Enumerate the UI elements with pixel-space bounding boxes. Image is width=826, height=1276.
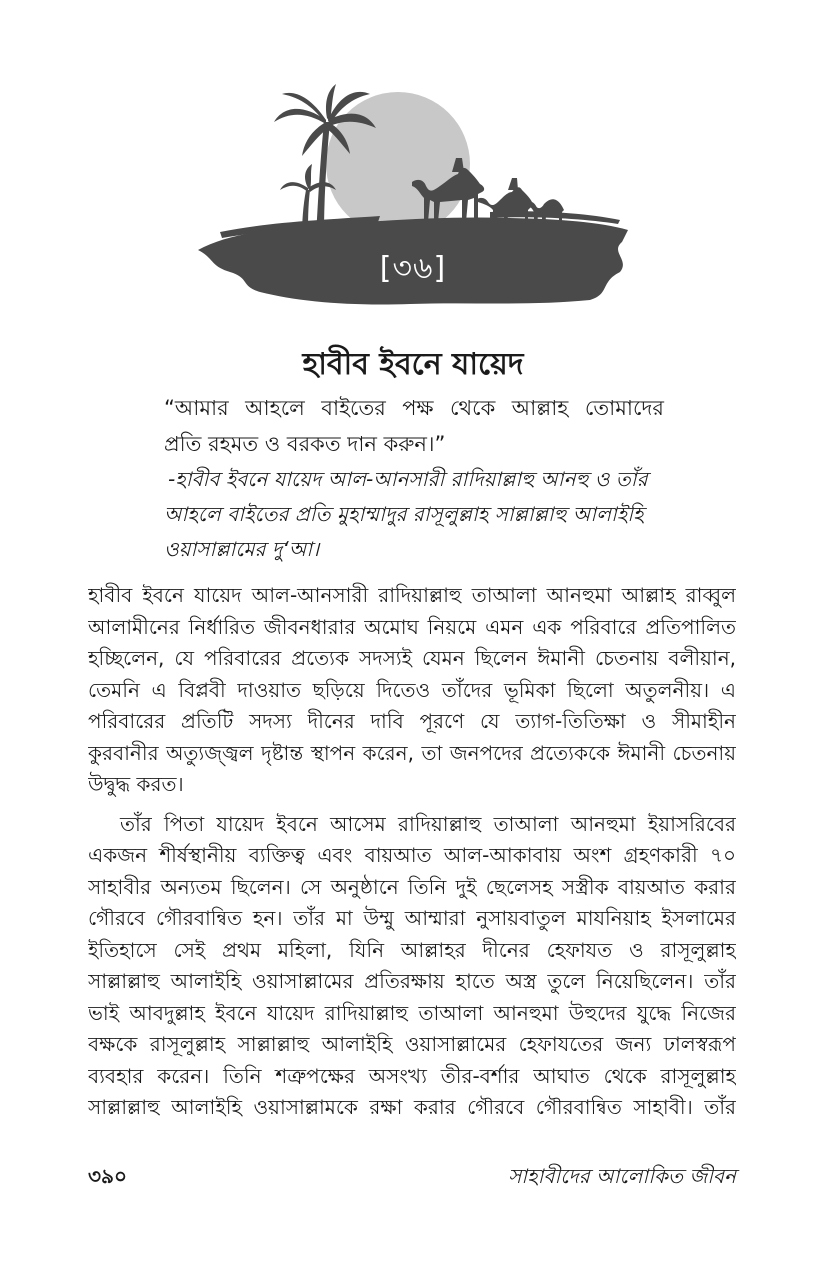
text-line: তেমনি এ বিপ্লবী দাওয়াত ছড়িয়ে দিতেও তাঁদের ভূমিকা ছিলো অতুলনীয়। এ (88, 677, 736, 702)
text-line: সাল্লাল্লাহু আলাইহি ওয়াসাল্লামকে রক্ষা করার গৌরবে গৌরবান্বিত সাহাবী। তাঁর (88, 1095, 736, 1119)
paragraph (88, 809, 736, 1124)
text-line: গৌরবে গৌরবান্বিত হন। তাঁর মা উম্মু আম্মারা নুসায়বাতুল মাযনিয়াহ ইসলামের (88, 906, 736, 930)
page-number: ৩৯০ (88, 1164, 127, 1188)
text-line: আলামীনের নির্ধারিত জীবনধারার অমোঘ নিয়মে এমন এক পরিবারে প্রতিপালিত (88, 614, 736, 639)
text-line: সাহাবীর অন্যতম ছিলেন। সে অনুষ্ঠানে তিনি দুই ছেলেসহ সস্ত্রীক বায়আত করার (88, 874, 736, 899)
sun-shape (326, 92, 470, 236)
text-line: ব্যবহার করেন। তিনি শত্রুপক্ষের অসংখ্য তীর-বর্শার আঘাত থেকে রাসূলুল্লাহ (88, 1063, 736, 1088)
quote-line: “আমার আহলে বাইতের পক্ষ থেকে আল্লাহ তোমাদের (164, 396, 664, 420)
text-line: একজন শীর্ষস্থানীয় ব্যক্তিত্ব এবং বায়আত আল-আকাবায় অংশ গ্রহণকারী ৭০ (88, 843, 736, 867)
text-line: সাল্লাল্লাহু আলাইহি ওয়াসাল্লামের প্রতিরক্ষায় হাতে অস্ত্র তুলে নিয়েছিলেন। তাঁর (88, 969, 736, 993)
chapter-title: হাবীব ইবনে যায়েদ (302, 347, 524, 382)
running-book-title: সাহাবীদের আলোকিত জীবন (508, 1164, 736, 1188)
text-line: তাঁর পিতা যায়েদ ইবনে আসেম রাদিয়াল্লাহু তাআলা আনহুমা ইয়াসরিবের (120, 811, 736, 836)
quote-attribution-line: ওয়াসাল্লামের দু‘আ। (164, 537, 320, 561)
chapter-number: [৩৬] (379, 251, 447, 286)
body-text (88, 580, 736, 1132)
text-line: হচ্ছিলেন, যে পরিবারের প্রত্যেক সদস্যই যেমন ছিলেন ঈমানী চেতনায় বলীয়ান, (88, 646, 736, 670)
epigraph-quote (164, 390, 664, 567)
text-line: বক্ষকে রাসূলুল্লাহ সাল্লাল্লাহু আলাইহি ওয়াসাল্লামের হেফাযতের জন্য ঢালস্বরূপ (88, 1032, 736, 1056)
text-line: পরিবারের প্রতিটি সদস্য দীনের দাবি পূরণে যে ত্যাগ-তিতিক্ষা ও সীমাহীন (88, 709, 736, 733)
text-line: কুরবানীর অত্যুজ্জ্বল দৃষ্টান্ত স্থাপন করেন, তা জনপদের প্রত্যেককে ঈমানী চেতনায় (88, 740, 736, 765)
quote-line: প্রতি রহমত ও বরকত দান করুন।” (164, 432, 446, 456)
quote-attribution-line: -হাবীব ইবনে যায়েদ আল-আনসারী রাদিয়াল্লাহু আনহু ও তাঁর (168, 467, 648, 491)
text-line: হাবীব ইবনে যায়েদ আল-আনসারী রাদিয়াল্লাহু তাআলা আনহুমা আল্লাহ রাব্বুল (88, 583, 736, 607)
text-line: ইতিহাসে সেই প্রথম মহিলা, যিনি আল্লাহর দীনের হেফাযত ও রাসূলুল্লাহ (88, 937, 736, 962)
text-line: উদ্বুদ্ধ করত। (88, 772, 184, 796)
quote-attribution-line: আহলে বাইতের প্রতি মুহাম্মাদুর রাসূলুল্লাহ সাল্লাল্লাহু আলাইহি (164, 502, 644, 526)
paragraph (88, 580, 736, 801)
text-line: ভাই আবদুল্লাহ ইবনে যায়েদ রাদিয়াল্লাহু তাআলা আনহুমা উহুদের যুদ্ধে নিজের (88, 1000, 736, 1025)
